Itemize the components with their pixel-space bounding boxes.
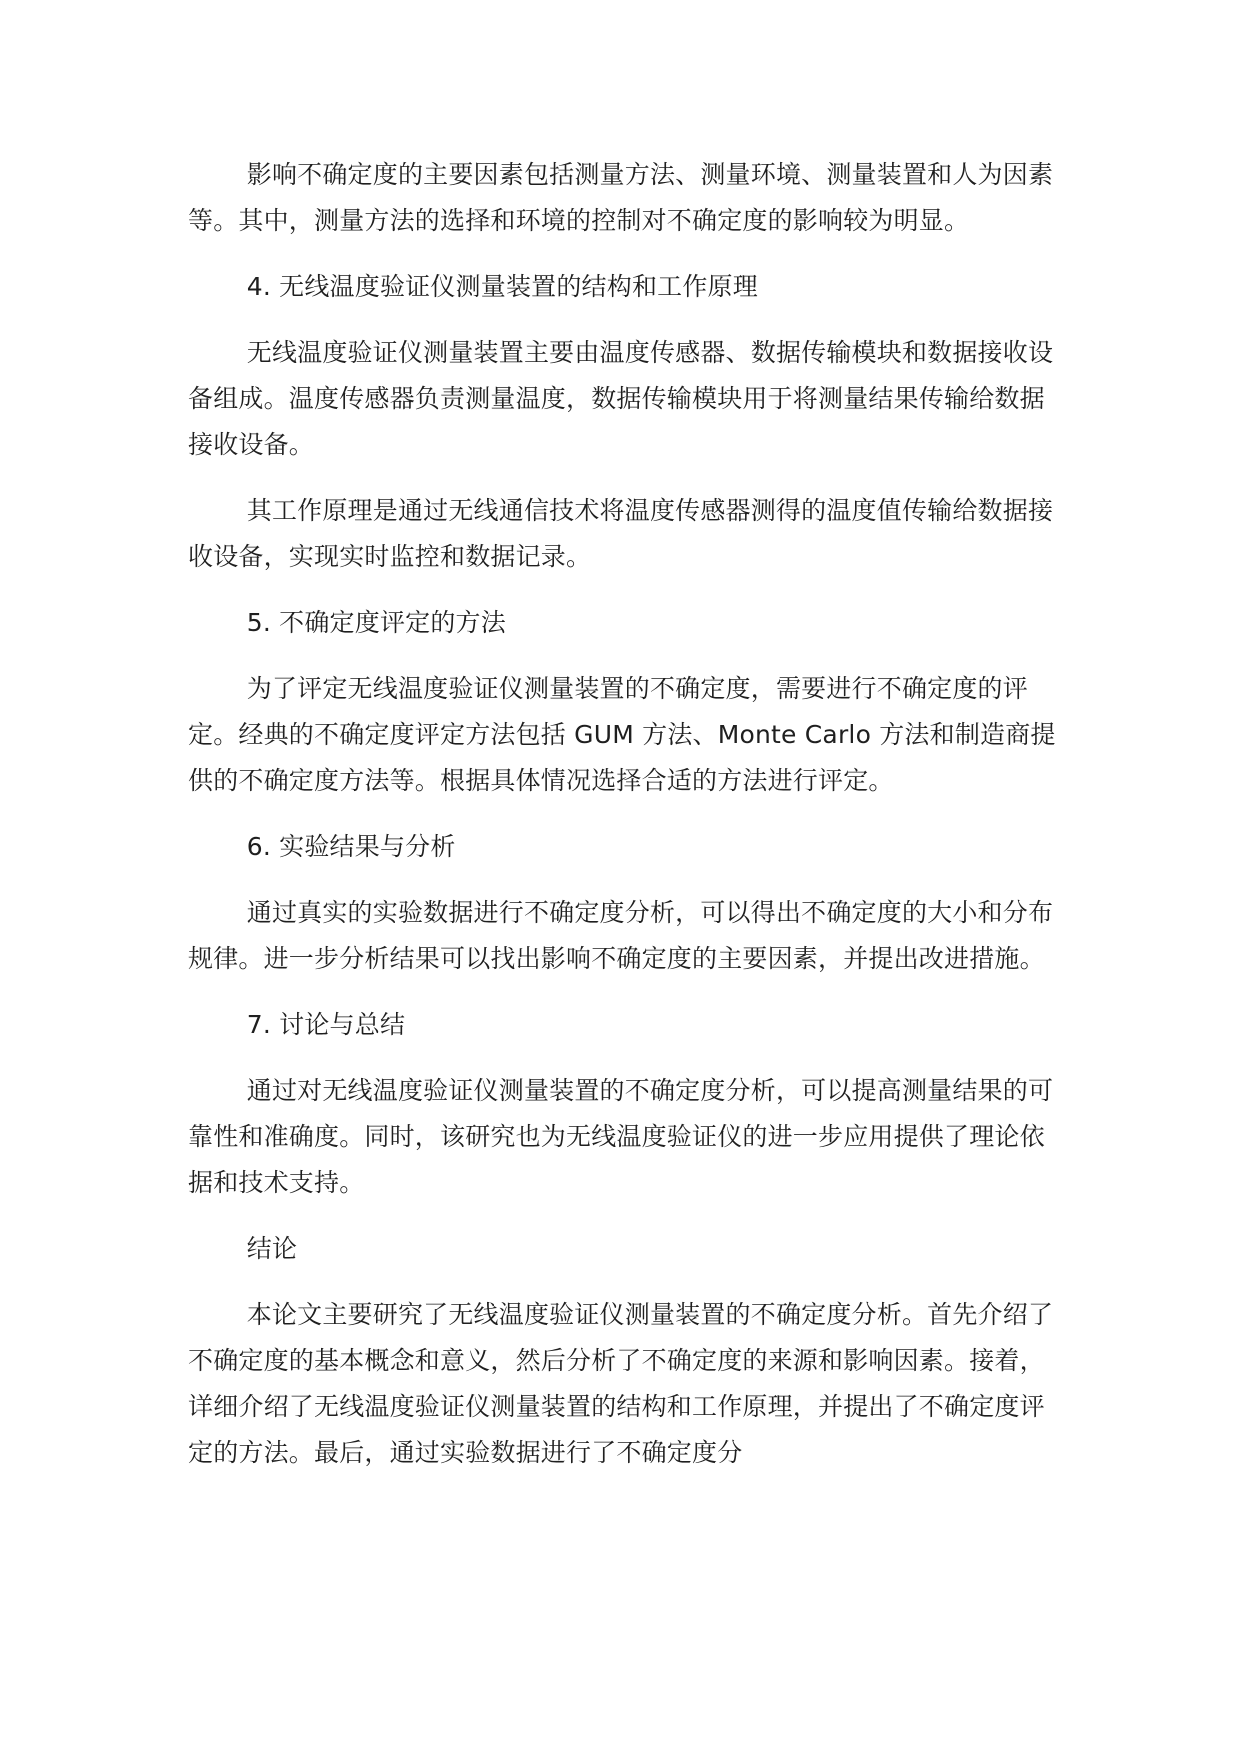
paragraph-device-structure: 无线温度验证仪测量装置主要由温度传感器、数据传输模块和数据接收设备组成。温度传感器负责测量温度，数据传输模块用于将测量结果传输给数据接收设备。	[188, 338, 1054, 459]
paragraph-working-principle: 其工作原理是通过无线通信技术将温度传感器测得的温度值传输给数据接收设备，实现实时监控和数据记录。	[188, 496, 1054, 571]
section-heading-6: 6. 实验结果与分析	[246, 832, 456, 861]
paragraph-discussion: 通过对无线温度验证仪测量装置的不确定度分析，可以提高测量结果的可靠性和准确度。同时，该研究也为无线温度验证仪的进一步应用提供了理论依据和技术支持。	[188, 1076, 1054, 1197]
section-heading-5: 5. 不确定度评定的方法	[246, 608, 506, 637]
paragraph-influencing-factors: 影响不确定度的主要因素包括测量方法、测量环境、测量装置和人为因素等。其中，测量方法的选择和环境的控制对不确定度的影响较为明显。	[188, 160, 1054, 235]
paragraph-experiment-results: 通过真实的实验数据进行不确定度分析，可以得出不确定度的大小和分布规律。进一步分析结果可以找出影响不确定度的主要因素，并提出改进措施。	[188, 898, 1054, 973]
section-heading-4: 4. 无线温度验证仪测量装置的结构和工作原理	[246, 272, 758, 301]
section-heading-7: 7. 讨论与总结	[246, 1010, 406, 1039]
document-body	[188, 152, 1068, 1496]
paragraph-conclusion: 本论文主要研究了无线温度验证仪测量装置的不确定度分析。首先介绍了不确定度的基本概念和意义，然后分析了不确定度的来源和影响因素。接着，详细介绍了无线温度验证仪测量装置的结构和工作原理，并提出了不确定度评定的方法。最后，通过实验数据进行了不确定度分	[188, 1300, 1054, 1467]
paragraph-evaluation-methods: 为了评定无线温度验证仪测量装置的不确定度，需要进行不确定度的评定。经典的不确定度评定方法包括 GUM 方法、Monte Carlo 方法和制造商提供的不确定度方法等。根据具体情况选择合适的方法进行评定。	[188, 674, 1056, 795]
section-heading-conclusion: 结论	[246, 1234, 298, 1263]
